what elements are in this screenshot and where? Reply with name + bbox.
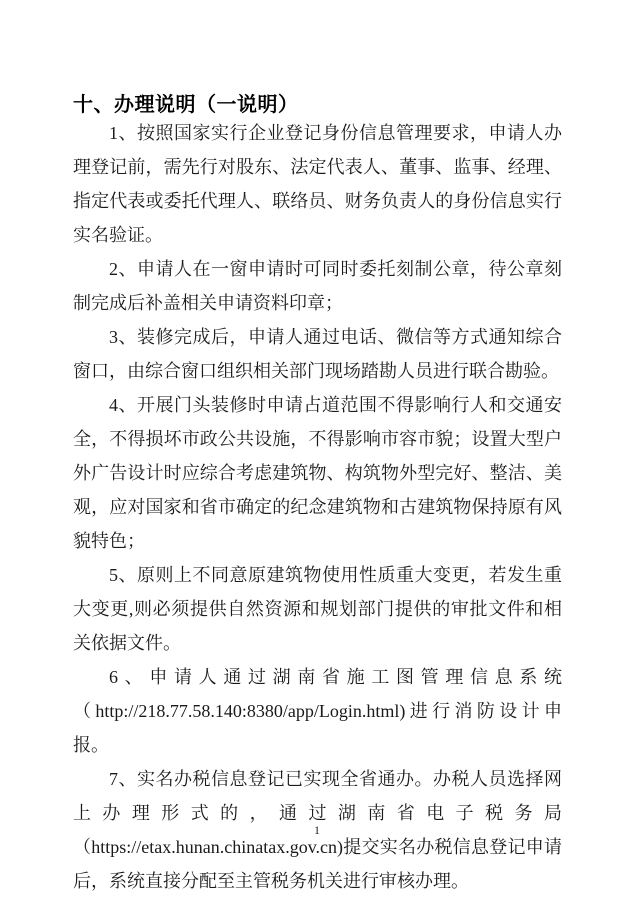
document-body — [73, 116, 562, 898]
paragraph-joint-inspection: 3、装修完成后，申请人通过电话、微信等方式通知综合窗口，由综合窗口组织相关部门现场踏勘人员进行联合勘验。 — [73, 327, 562, 381]
paragraph-fire-design-declaration: 6、申请人通过湖南省施工图管理信息系统（http://218.77.58.140:8380/app/Login.html)进行消防设计申报。 — [73, 667, 562, 755]
paragraph-identity-verification: 1、按照国家实行企业登记身份信息管理要求，申请人办理登记前，需先行对股东、法定代表人、董事、监事、经理、指定代表或委托代理人、联络员、财务负责人的身份信息实行实名验证。 — [73, 123, 562, 245]
page-number: 1 — [314, 823, 320, 837]
paragraph-building-use-change: 5、原则上不同意原建筑物使用性质重大变更，若发生重大变更,则必须提供自然资源和规划部门提供的审批文件和相关依据文件。 — [73, 565, 562, 653]
paragraph-renovation-rules: 4、开展门头装修时申请占道范围不得影响行人和交通安全，不得损坏市政公共设施，不得影响市容市貌；设置大型户外广告设计时应综合考虑建筑物、构筑物外型完好、整洁、美观，应对国家和省市确定的纪念建筑物和古建筑物保持原有风貌特色； — [73, 395, 562, 551]
section-title: 十、办理说明（一说明） — [73, 94, 299, 116]
paragraph-seal-engraving: 2、申请人在一窗申请时可同时委托刻制公章，待公章刻制完成后补盖相关申请资料印章； — [73, 259, 562, 313]
paragraph-tax-registration: 7、实名办税信息登记已实现全省通办。办税人员选择网上办理形式的，通过湖南省电子税务局（https://etax.hunan.chinatax.gov.cn)提交实名办税信息登记申请后，系统直接分配至主管税务机关进行审核办理。 — [73, 769, 562, 891]
